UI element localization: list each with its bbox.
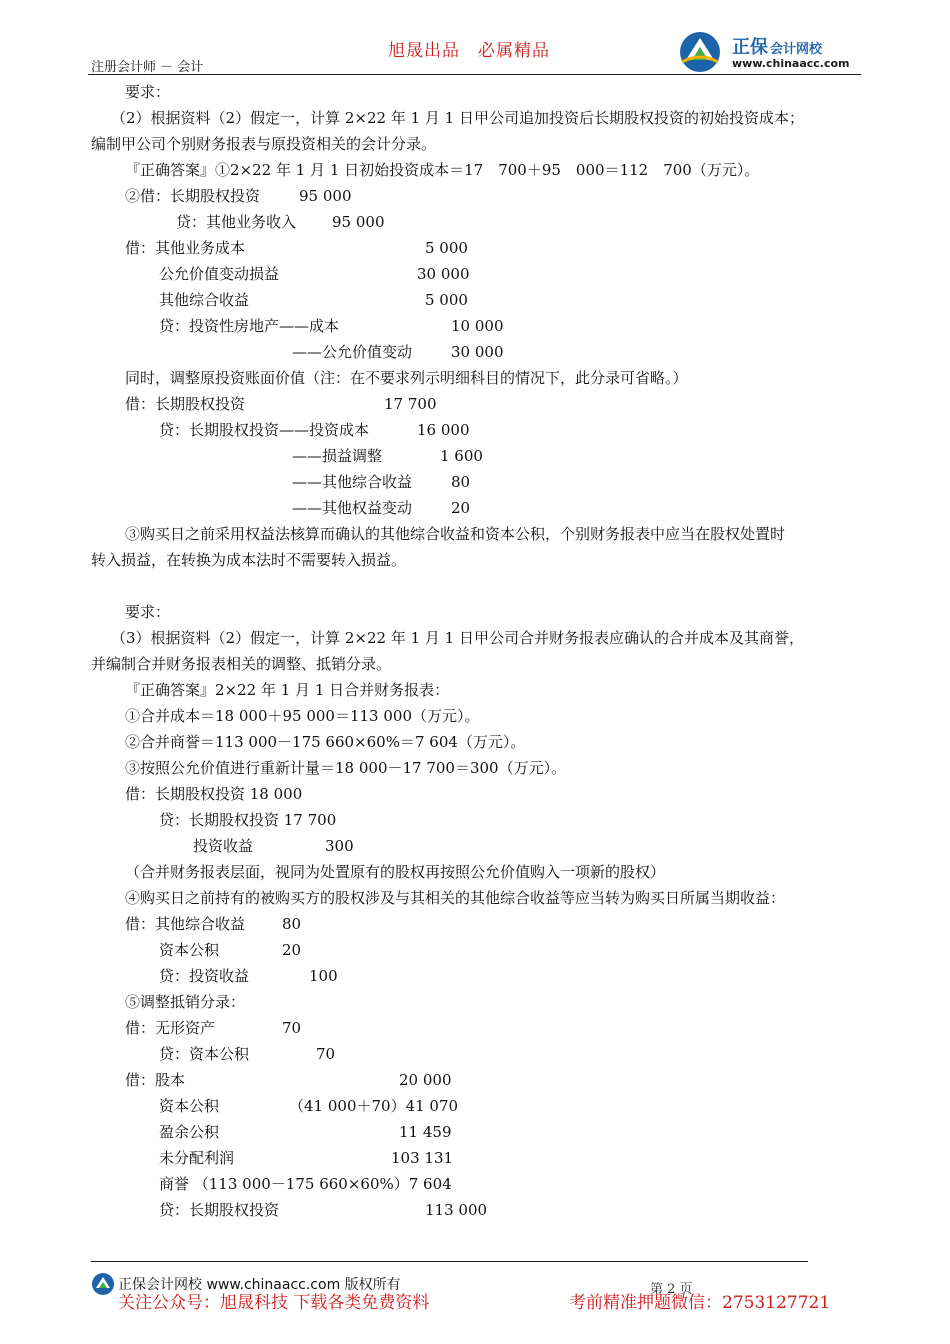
- line-text: 借：长期股权投资 18 000: [125, 785, 303, 803]
- line-text: ——其他权益变动: [292, 499, 413, 517]
- logo-url: www.chinaacc.com: [732, 57, 850, 70]
- line-amount: 70: [316, 1045, 336, 1063]
- logo-name: [732, 33, 822, 59]
- header-divider: [88, 74, 861, 75]
- line-amount: 80: [451, 473, 471, 491]
- line-text: 资本公积: [159, 941, 220, 959]
- line-amount: 80: [282, 915, 302, 933]
- line-text: 贷：投资性房地产——成本: [159, 317, 340, 335]
- line-text: 要求：: [125, 83, 171, 101]
- line-text: ——其他综合收益: [292, 473, 413, 491]
- logo-name-main: 正保: [732, 37, 768, 58]
- page-number: 第 2 页: [650, 1282, 693, 1297]
- line-text: 贷：投资收益: [159, 967, 250, 985]
- line-amount: 5 000: [425, 239, 468, 257]
- line-text: ④购买日之前持有的被购买方的股权涉及与其相关的其他综合收益等应当转为购买日所属当期收益：: [125, 889, 786, 907]
- line-amount: 113 000: [425, 1201, 488, 1219]
- line-amount: 95 000: [299, 187, 352, 205]
- line-amount: 95 000: [332, 213, 385, 231]
- line-text: 要求：: [125, 603, 171, 621]
- line-text: 投资收益: [193, 837, 254, 855]
- line-text: 转入损益，在转换为成本法时不需要转入损益。: [91, 551, 407, 569]
- line-amount: 10 000: [451, 317, 504, 335]
- line-text: 『正确答案』2×22 年 1 月 1 日合并财务报表：: [125, 681, 450, 699]
- doc-title: 注册会计师 － 会计: [91, 60, 204, 75]
- line-text: 未分配利润: [159, 1149, 235, 1167]
- line-text: ——损益调整: [292, 447, 383, 465]
- line-text: 盈余公积: [159, 1123, 220, 1141]
- slogan-right: 必属精品: [478, 41, 550, 61]
- promo-left: 关注公众号：旭晟科技 下载各类免费资料: [118, 1293, 430, 1313]
- line-text: 借：长期股权投资: [125, 395, 246, 413]
- line-text: （3）根据资料（2）假定一，计算 2×22 年 1 月 1 日甲公司合并财务报表应确认的合并成本及其商誉，: [111, 629, 804, 647]
- line-text: 同时，调整原投资账面价值（注：在不要求列示明细科目的情况下，此分录可省略。）: [125, 369, 688, 387]
- line-text: ②合并商誉＝113 000－175 660×60%＝7 604（万元）。: [125, 733, 526, 751]
- line-text: 贷：长期股权投资 17 700: [159, 811, 337, 829]
- line-text: 借：无形资产: [125, 1019, 216, 1037]
- line-amount: 5 000: [425, 291, 468, 309]
- line-text: 借：其他综合收益: [125, 915, 246, 933]
- line-amount: 70: [282, 1019, 302, 1037]
- line-text: 公允价值变动损益: [159, 265, 280, 283]
- line-text: 商誉 （113 000－175 660×60%）7 604: [159, 1175, 452, 1193]
- line-text: 贷：资本公积: [159, 1045, 250, 1063]
- line-amount: 300: [325, 837, 354, 855]
- line-text: 编制甲公司个别财务报表与原投资相关的会计分录。: [91, 135, 437, 153]
- logo-name-sub: 会计网校: [770, 42, 823, 57]
- promo-right: 考前精准押题微信：2753127721: [569, 1293, 831, 1313]
- line-amount: 17 700: [384, 395, 437, 413]
- line-text: ③按照公允价值进行重新计量＝18 000－17 700＝300（万元）。: [125, 759, 567, 777]
- line-amount: 1 600: [440, 447, 483, 465]
- line-text: 贷：长期股权投资: [159, 1201, 280, 1219]
- line-text: 并编制合并财务报表相关的调整、抵销分录。: [91, 655, 392, 673]
- line-text: 『正确答案』①2×22 年 1 月 1 日初始投资成本＝17 700＋95 000＝112 700（万元）。: [125, 161, 760, 179]
- slogan-left: 旭晟出品: [388, 41, 460, 61]
- line-text: 资本公积: [159, 1097, 220, 1115]
- line-amount: 11 459: [399, 1123, 452, 1141]
- line-text: ①合并成本＝18 000＋95 000＝113 000（万元）。: [125, 707, 480, 725]
- line-amount: 20: [451, 499, 471, 517]
- line-amount: 16 000: [417, 421, 470, 439]
- line-amount: 20: [282, 941, 302, 959]
- line-text: 借：股本: [125, 1071, 186, 1089]
- line-text: （合并财务报表层面，视同为处置原有的股权再按照公允价值购入一项新的股权）: [125, 863, 666, 881]
- line-text: ——公允价值变动: [292, 343, 413, 361]
- line-amount: 30 000: [417, 265, 470, 283]
- line-text: 贷：长期股权投资——投资成本: [159, 421, 370, 439]
- line-amount: （41 000＋70）41 070: [289, 1097, 459, 1115]
- line-amount: 30 000: [451, 343, 504, 361]
- line-text: 借：其他业务成本: [125, 239, 246, 257]
- footer-logo-icon: [91, 1272, 115, 1296]
- line-text: ⑤调整抵销分录：: [125, 993, 246, 1011]
- line-text: ③购买日之前采用权益法核算而确认的其他综合收益和资本公积，个别财务报表中应当在股权处置时: [125, 525, 786, 543]
- line-text: （2）根据资料（2）假定一，计算 2×22 年 1 月 1 日甲公司追加投资后长期股权投资的初始投资成本；: [111, 109, 804, 127]
- line-amount: 103 131: [391, 1149, 454, 1167]
- footer-divider: [91, 1261, 808, 1262]
- line-text: ②借：长期股权投资: [125, 187, 261, 205]
- line-text: 其他综合收益: [159, 291, 250, 309]
- footer-copyright: 正保会计网校 www.chinaacc.com 版权所有: [118, 1277, 401, 1293]
- header-slogan: [388, 36, 568, 61]
- line-amount: 100: [309, 967, 338, 985]
- line-text: 贷：其他业务收入: [176, 213, 297, 231]
- line-amount: 20 000: [399, 1071, 452, 1089]
